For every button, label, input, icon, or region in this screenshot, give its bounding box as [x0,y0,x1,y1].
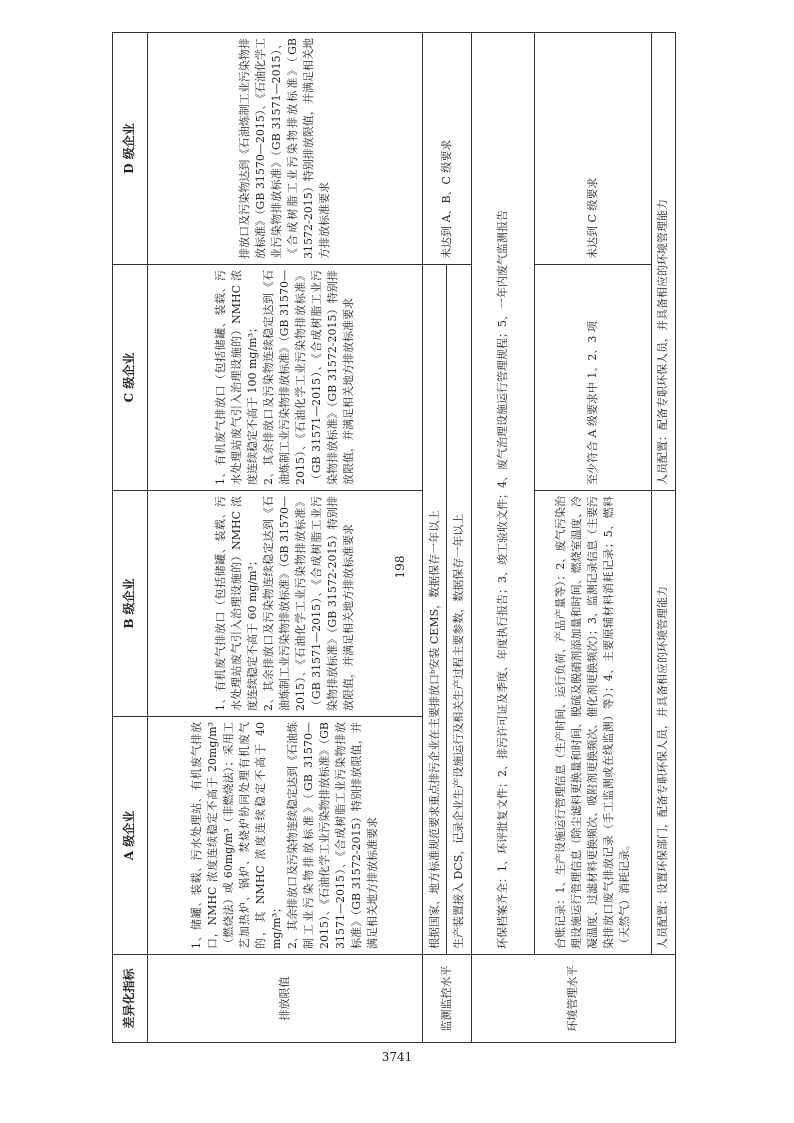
emission-c: 1、有机废气排放口（包括储罐、装载、污水处理站废气引入治理设施的）NMHC 浓度连续稳定不高于 100 mg/m³； 2、其余排放口及污染物连续稳定达到《石油炼制工业污染物排放标准》（GB 31570—2015）、《石油化学工业污染物排放标准》（GB 31571—2015）、《合成树脂工业污染物排放标准》（GB 31572-2015）特别排放限值，并满足相关地方排放标准要求 [147,265,422,491]
header-indicator: 差异化指标 [113,955,148,1043]
management-label: 环境管理水平 [471,955,675,1043]
management-c: 至少符合 A 级要求中 1、2、3 项 [535,265,651,491]
header-a: A 级企业 [113,717,148,955]
emission-b: 1、有机废气排放口（包括储罐、装载、污水处理站废气引入治理设施的）NMHC 浓度连续稳定不高于 60 mg/m³； 2、其余排放口及污染物连续稳定达到《石油炼制工业污染物排放标准》（GB 31570—2015）、《石油化学工业污染物排放标准》（GB 31571—2015）、《合成树脂工业污染物排放标准》（GB 31572-2015）特别排放限值，并满足相关地方排放标准要求 [147,491,422,717]
header-c: C 级企业 [113,265,148,491]
management-row-2 [535,33,651,1043]
rotated-table-container [112,33,676,1043]
emission-a: 1、储罐、装载、污水处理站、有机废气排放口，NMHC 浓度连续稳定不高于 20mg/m³（燃烧法）或 60mg/m³（非燃烧法）；采用工艺加热炉、锅炉、焚烧炉协同处理有机废气的，其 NMHC 浓度连续稳定不高于 40 mg/m³； 2、其余排放口及污染物连续稳定达到《石油炼制工业污染物排放标准》（GB 31570—2015）、《石油化学工业污染物排放标准》（GB 31571—2015）、《合成树脂工业污染物排放标准》（GB 31572-2015）特别排放限值，并满足相关地方排放标准要求 [147,717,422,955]
management-staff-ab: 人员配置：设置环保部门，配备专职环保人员，并具备相应的环境管理能力 [651,491,675,955]
monitoring-abc: 根据国家、地方标准规范要求重点排污企业在主要排放口ᵇ安装 CEMS，数据保存一年以上 [423,265,447,955]
emission-row [147,33,422,1043]
monitoring-label: 监测监控水平 [423,955,472,1043]
header-b: B 级企业 [113,491,148,717]
differentiation-table [112,32,676,1043]
management-row-3 [651,33,675,1043]
header-d: D 级企业 [113,33,148,265]
management-row-1 [471,33,535,1043]
management-ledger: 台账记录：1、生产设施运行管理信息（生产时间、运行负荷、产品产量等）；2、废气污染治理设施运行管理信息（除尘滤料更换量和时间、脱硫及脱硝剂添加量和时间、燃烧室温度、冷凝温度、过滤材料更换频次、吸附剂更换频次、催化剂更换频次）；3、监测记录信息（主要污染排放口废气排放记录（手工监测或在线监测）等）；4、主要原辅材料消耗记录；5、燃料（天然气）消耗记录。 [535,491,651,955]
management-d: 未达到 C 级要求 [535,33,651,265]
emission-d: 排放口及污染物达到《石油炼制工业污染物排放标准》（GB 31570—2015）、《石油化学工业污染物排放标准》（GB 31571—2015）、《合成树脂工业污染物排放标准》（GB 31572-2015）特别排放限值，并满足相关地方排放标准要求 [147,33,422,265]
page-number-top: 198 [393,555,407,579]
monitoring-d: 未达到 A、B、C 级要求 [423,33,472,265]
monitoring-row-1 [423,33,447,1043]
monitoring-abc2: 生产装置接入 DCS，记录企业生产设施运行及相关生产过程主要参数，数据保存一年以上 [447,265,471,955]
header-row [113,33,148,1043]
management-staff-c: 人员配置：配备专职环保人员，并具备相应的环境管理能力 [651,33,675,491]
emission-label: 排放限值 [147,955,422,1043]
page-number-bottom: 3741 [381,1050,413,1064]
management-archive: 环保档案齐全：1、环评批复文件；2、排污许可证及季度、年度执行报告；3、竣工验收文件；4、废气治理设施运行管理规程；5、一年内废气监测报告 [471,33,535,955]
